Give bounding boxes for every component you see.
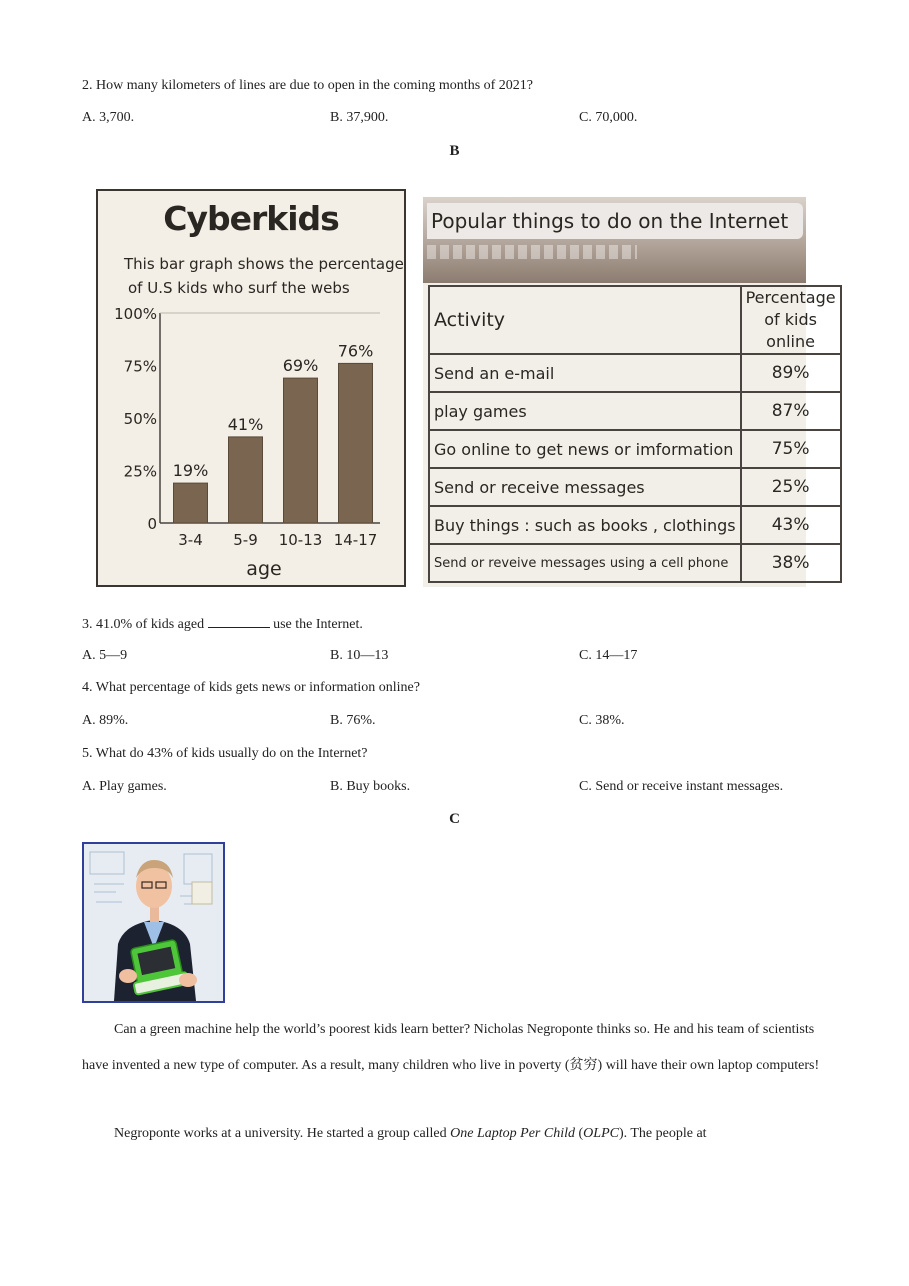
x-axis-label: age bbox=[246, 558, 282, 580]
y-tick-label: 0 bbox=[147, 515, 157, 533]
question-4-text: 4. What percentage of kids gets news or information online? bbox=[82, 680, 420, 695]
panel-title: Popular things to do on the Internet bbox=[427, 203, 803, 239]
bar bbox=[174, 483, 208, 523]
header-activity: Activity bbox=[429, 286, 741, 354]
bar-data-label: 19% bbox=[172, 461, 209, 481]
bar-data-label: 76% bbox=[337, 341, 374, 361]
chart-subtitle-line-2: of U.S kids who surf the webs bbox=[128, 279, 350, 297]
question-3-option-a: A. 5—9 bbox=[82, 648, 128, 663]
question-3-text bbox=[82, 615, 363, 633]
chart-subtitle-line-1: This bar graph shows the percentage bbox=[124, 255, 404, 273]
percentage-cell: 75% bbox=[741, 430, 841, 468]
passage-p2-olpc-name: One Laptop Per Child bbox=[450, 1126, 575, 1141]
table-row bbox=[429, 468, 841, 506]
passage-p2-start: Negroponte works at a university. He started a group called bbox=[114, 1126, 451, 1141]
bar bbox=[284, 378, 318, 523]
activity-cell: Buy things : such as books , clothings bbox=[429, 506, 741, 544]
section-c-heading: C bbox=[449, 811, 460, 827]
percentage-cell: 89% bbox=[741, 354, 841, 392]
banner-blurred-caption bbox=[427, 245, 637, 259]
activity-cell: Send or reveive messages using a cell phone bbox=[429, 544, 741, 582]
percentage-cell: 25% bbox=[741, 468, 841, 506]
table-row bbox=[429, 392, 841, 430]
question-2-option-a: A. 3,700. bbox=[82, 110, 135, 125]
answer-blank bbox=[208, 615, 270, 628]
x-tick-label: 10-13 bbox=[278, 531, 323, 549]
header-percentage-line-2: of kids online bbox=[764, 310, 817, 351]
y-tick-label: 75% bbox=[123, 357, 157, 376]
cyberkids-chart bbox=[96, 189, 406, 587]
question-2-text: 2. How many kilometers of lines are due to open in the coming months of 2021? bbox=[82, 78, 534, 93]
percentage-cell: 43% bbox=[741, 506, 841, 544]
negroponte-photo bbox=[82, 842, 225, 1003]
table-row bbox=[429, 506, 841, 544]
activity-cell: play games bbox=[429, 392, 741, 430]
y-tick-label: 100% bbox=[114, 305, 157, 323]
bar-data-label: 69% bbox=[282, 356, 319, 376]
bar-data-label: 41% bbox=[227, 414, 264, 434]
activity-cell: Send or receive messages bbox=[429, 468, 741, 506]
x-tick-label: 14-17 bbox=[333, 531, 378, 549]
question-3-option-c: C. 14—17 bbox=[579, 648, 638, 663]
question-3-option-b: B. 10—13 bbox=[330, 648, 389, 663]
table-header-row bbox=[429, 286, 841, 354]
passage-p2-end: ). The people at bbox=[618, 1126, 707, 1141]
section-b-heading: B bbox=[449, 143, 460, 159]
activities-table bbox=[428, 285, 842, 583]
photo-illustration bbox=[84, 844, 223, 1001]
activity-cell: Go online to get news or imformation bbox=[429, 430, 741, 468]
question-5-option-b: B. Buy books. bbox=[330, 779, 411, 794]
question-3-text-before: 3. 41.0% of kids aged bbox=[82, 617, 205, 632]
question-4-option-b: B. 76%. bbox=[330, 713, 376, 728]
question-5-option-a: A. Play games. bbox=[82, 779, 167, 794]
question-4-option-a: A. 89%. bbox=[82, 713, 129, 728]
percentage-cell: 87% bbox=[741, 392, 841, 430]
passage-paragraph-2 bbox=[82, 1116, 827, 1152]
table-row bbox=[429, 430, 841, 468]
bar-chart-canvas bbox=[98, 191, 404, 585]
internet-activities-panel bbox=[423, 197, 836, 587]
activity-cell: Send an e-mail bbox=[429, 354, 741, 392]
percentage-cell: 38% bbox=[741, 544, 841, 582]
bar bbox=[339, 363, 373, 523]
header-percentage bbox=[741, 286, 841, 354]
y-tick-label: 50% bbox=[123, 410, 157, 428]
question-5-option-c: C. Send or receive instant messages. bbox=[579, 779, 784, 794]
header-percentage-line-1: Percentage bbox=[745, 288, 836, 307]
table-row bbox=[429, 544, 841, 582]
question-2-option-b: B. 37,900. bbox=[330, 110, 389, 125]
question-5-text: 5. What do 43% of kids usually do on the Internet? bbox=[82, 746, 368, 761]
bar bbox=[229, 437, 263, 523]
passage-p2-mid: ( bbox=[575, 1126, 584, 1141]
x-tick-label: 5-9 bbox=[233, 531, 258, 549]
chart-title: Cyberkids bbox=[163, 199, 339, 238]
table-row bbox=[429, 354, 841, 392]
passage-paragraph-1: Can a green machine help the world’s poorest kids learn better? Nicholas Negroponte thinks so. He and his team of scientists have invented a new type of computer. As a result, many children who live in poverty (贫穷) will have their own laptop computers! bbox=[82, 1022, 820, 1073]
question-4-option-c: C. 38%. bbox=[579, 713, 625, 728]
x-tick-label: 3-4 bbox=[178, 531, 203, 549]
y-tick-label: 25% bbox=[123, 462, 157, 481]
passage-p2-olpc-abbr: OLPC bbox=[583, 1126, 619, 1141]
question-2-option-c: C. 70,000. bbox=[579, 110, 638, 125]
question-3-text-after: use the Internet. bbox=[273, 617, 363, 632]
